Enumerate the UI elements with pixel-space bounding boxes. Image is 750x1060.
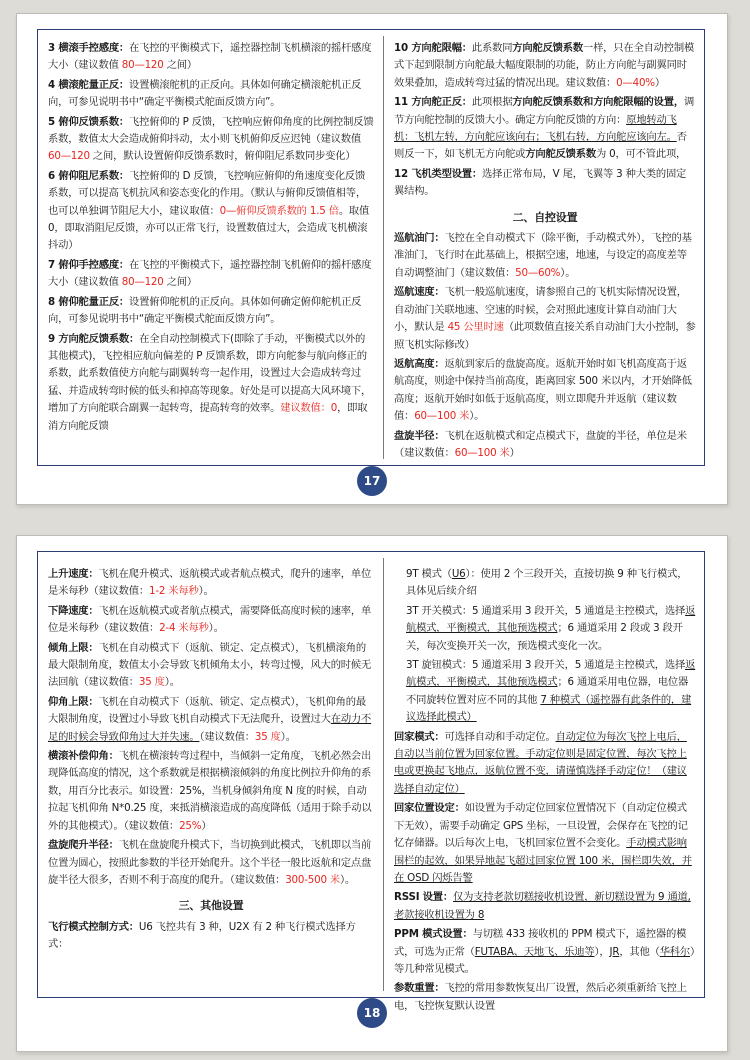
param-return-altitude: 返航高度：返航到家后的盘旋高度。返航开始时如飞机高度高于返航高度，则途中保持当前高度，距离回家 500 米以内，才开始降低高度；返航开始时如低于返航高度，则立即爬升并返航（建议数值：60—100 米）。 [394, 357, 692, 423]
section-heading-other-settings: 三、其他设置 [178, 899, 244, 913]
page-number-badge: 17 [357, 466, 387, 496]
param-rudder-direction: 11 方向舵正反：此项根据方向舵反馈系数和方向舵限幅的设置，调节方向舵控制的反馈大小。确定方向舵反馈的方向：原地转动飞机：飞机左转，方向舵应该向右；飞机右转，方向舵应该向左。否则反一下，如飞机无方向舵或方向舵反馈系数为 0，可不管此项， [394, 96, 695, 161]
mode-9t: 9T 模式（U6）：使用 2 个三段开关，直接切换 9 种飞行模式，具体见后续介绍 [406, 568, 688, 598]
section-heading-autopilot-settings: 二、自控设置 [512, 210, 578, 224]
param-roll-pitch-compensation: 横滚补偿仰角：飞机在横滚转弯过程中，当倾斜一定角度，飞机必然会出现降低高度的情况，这个系数就是根据横滚倾斜的角度比例拉升仰角的系数，用百分比表示。如设置：25%，当机身倾斜角度 N 度的时候，自动拉起飞机仰角 N*0.25 度，来抵消横滚造成的高度降低（适用于除手动以外的其他模式）。（建议数值：25%） [48, 750, 372, 832]
right-column [394, 566, 696, 1017]
param-loiter-radius: 盘旋半径：飞机在返航模式和定点模式下，盘旋的半径，单位是米（建议数值：60—100 米） [394, 429, 687, 459]
param-pitch-feedback-gain: 5 俯仰反馈系数：飞控俯仰的 P 反馈，飞控响应俯仰角度的比例控制反馈系数，数值太大会造成俯仰抖动，太小则飞机俯仰反应迟钝（建议数值 60—120 之间，默认设置俯仰反馈系数时，俯仰阻尼系数同步变化） [48, 115, 374, 163]
param-flight-mode-control: 飞行模式控制方式：U6 飞控共有 3 种，U2X 有 2 种飞行模式选择方式： [48, 920, 356, 951]
param-bank-angle-limit: 倾角上限：飞机在自动模式下（返航、锁定、定点模式），飞机横滚角的最大限制角度，数值太小会导致飞机倾角太小，转弯过慢，风大的时候无法回航（建议数值：35 度）。 [48, 641, 372, 689]
page-frame [37, 29, 705, 466]
mode-3t-knob: 3T 旋钮模式：5 通道采用 3 段开关，5 通道是主控模式，选择返航模式，平衡模式，其他预选模式；6 通道采用电位器，电位器不同旋转位置对应不同的其他 7 种模式（遥控器有此条件的，建议选择此模式） [406, 659, 696, 724]
param-ppm-mode: PPM 模式设置：与切糕 433 接收机的 PPM 模式下，遥控器的模式，可选为正常（FUTABA、天地飞、乐迪等），JR，其他（华科尔）等几种常见模式。 [394, 928, 695, 975]
param-pitch-stick-sensitivity: 7 俯仰手控感度：在飞控的平衡模式下，遥控器控制飞机俯仰的摇杆感度大小（建议数值 80—120 之间） [48, 258, 372, 289]
left-column [48, 566, 374, 956]
param-pitch-servo-direction: 8 俯仰舵量正反：设置俯仰舵机的正反向。具体如何确定俯仰舵机正反向，可参见说明书中“确定平衡模式舵面反馈方向”。 [48, 295, 362, 326]
right-column [394, 40, 696, 464]
param-pitch-angle-limit: 仰角上限：飞机在自动模式下（返航、锁定、定点模式），飞机仰角的最大限制角度，设置过小导致飞机自动模式下无法爬升，设置过大在动力不足的时候会导致仰角过大并失速。（建议数值：35 度）。 [48, 695, 372, 743]
param-pitch-damping: 6 俯仰阻尼系数：飞控俯仰的 D 反馈，飞控响应俯仰的角速度变化反馈系数，可以提高飞机抗风和姿态变化的作用。（默认与俯仰反馈值相等，也可以单独调节阻尼大小，建议取值：0—俯仰反馈系数的 1.5 倍。取值 0，即取消阻尼反馈，亦可以正常飞行，设置数值过大，会造成飞机横滚抖动） [48, 169, 370, 252]
param-aircraft-type: 12 飞机类型设置：选择正常布局，V 尾，飞翼等 3 种大类的固定翼结构。 [394, 167, 687, 198]
left-column [48, 40, 374, 437]
manual-page-17 [16, 13, 728, 505]
param-rudder-limit: 10 方向舵限幅：此系数同方向舵反馈系数一样，只在全自动控制模式下起到限制方向舵最大幅度限制的功能，防止方向舵与副翼同时效果叠加，造成转弯过猛的情况出现。建议数值：0—40%） [394, 42, 695, 89]
param-cruise-speed: 巡航速度：飞机一般巡航速度，请参照自己的飞机实际情况设置，自动油门关联地速、空速的时候，会对照此速度计算自动油门大小，默认是 45 公里时速（此项数值直接关系自动油门大小控制，参照飞机实际修改） [394, 286, 696, 351]
param-home-mode: 回家模式：可选择自动和手动定位。自动定位为每次飞控上电后，自动以当前位置为回家位置。手动定位则是固定位置，每次飞控上电或更换起飞地点，返航位置不变，请谨慎选择手动定位！（建议选择自动定位） [394, 730, 687, 795]
param-climb-rate: 上升速度：飞机在爬升模式、返航模式或者航点模式，爬升的速率，单位是米每秒（建议数值：1-2 米每秒）。 [48, 568, 372, 598]
param-reset: 参数重置：飞控的常用参数恢复出厂设置，然后必须重新给飞控上电，飞控恢复默认设置 [394, 982, 687, 1012]
mode-3t-switch: 3T 开关模式：5 通道采用 3 段开关，5 通道是主控模式，选择返航模式，平衡模式，其他预选模式；6 通道采用 2 段或 3 段开关，每次变换开关一次，预选模式变化一次。 [406, 604, 696, 652]
param-home-position: 回家位置设定：如设置为手动定位回家位置情况下（自动定位模式下无效），需要手动确定 GPS 坐标，一旦设置，会保存在飞控的记忆存储器。以后每次上电，飞机回家位置不会变化。手动模式影响围栏的起效，如果异地起飞超过回家位置 100 米，围栏即失效，并在 OSD 闪烁告警 [394, 802, 692, 884]
param-rssi: RSSI 设置：仅为支持老款切糕接收机设置，新切糕设置为 9 通道,老款接收机设置为 8 [394, 891, 691, 921]
param-climb-loiter-radius: 盘旋爬升半径：飞机在盘旋爬升模式下，当切换到此模式，飞机即以当前位置为圆心，按照此参数的半径开始爬升。这个半径一般比返航和定点盘旋半径大很多，否则不利于高度的爬升。（建议数值：300-500 米）。 [48, 839, 372, 886]
manual-page-18 [16, 535, 728, 1052]
column-divider [383, 558, 384, 991]
page-frame [37, 551, 705, 1012]
column-divider [383, 36, 384, 459]
page-number-badge: 18 [357, 998, 387, 1028]
param-roll-servo-direction: 4 横滚舵量正反：设置横滚舵机的正反向。具体如何确定横滚舵机正反向，可参见说明书中“确定平衡模式舵面反馈方向”。 [48, 78, 362, 109]
param-roll-stick-sensitivity: 3 横滚手控感度：在飞控的平衡模式下，遥控器控制飞机横滚的摇杆感度大小（建议数值 80—120 之间） [48, 42, 372, 72]
param-cruise-throttle: 巡航油门：飞控在全自动模式下（除平衡，手动模式外），飞控的基准油门，飞行时在此基础上，根据空速，地速，与设定的高度差等自动调整油门（建议数值：50—60%）。 [394, 232, 692, 279]
param-rudder-feedback-gain: 9 方向舵反馈系数：在全自动控制模式下(即除了手动，平衡模式以外的其他模式)，飞控相应航向偏差的 P 反馈系数，即方向舵参与航向修正的系数，此系数值使方向舵与副翼转弯一起作用，设置过大会造成转弯过猛、并造成转弯时候的低头和掉高等现象。好处是可以提高大风环境下，增加了方向舵联合副翼一起转弯，提高转弯的效率。建议数值：0，即取消方向舵反馈 [48, 332, 372, 432]
param-descent-rate: 下降速度：飞机在返航模式或者航点模式，需要降低高度时候的速率，单位是米每秒（建议数值：2-4 米每秒）。 [48, 604, 372, 635]
